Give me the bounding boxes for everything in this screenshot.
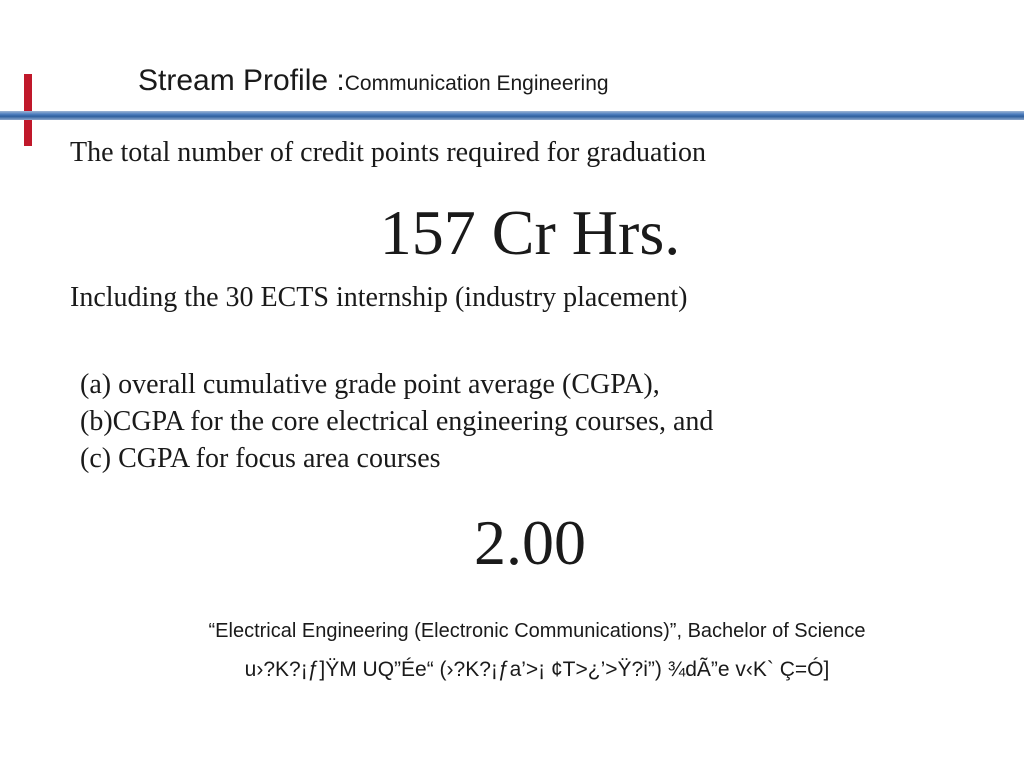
slide-title	[138, 64, 609, 98]
degree-name: “Electrical Engineering (Electronic Communications)”, Bachelor of Science	[208, 620, 866, 642]
criteria-item: (a) overall cumulative grade point average (CGPA),	[80, 369, 660, 400]
criteria-item: (b)CGPA for the core electrical engineering courses, and	[80, 406, 714, 437]
credit-hours: 157 Cr Hrs.	[379, 197, 681, 268]
accent-bar	[24, 74, 32, 146]
criteria-item: (c) CGPA for focus area courses	[80, 443, 441, 474]
title-divider	[0, 111, 1024, 120]
gpa-criteria-list	[80, 366, 713, 477]
credit-intro: The total number of credit points required for graduation	[70, 137, 707, 168]
garbled-degree-text: u›?K?¡ƒ]ŸM UQ”Ée“ (›?K?¡ƒa’>¡ ¢T>¿’>Ÿ?i”) ¾dÃ”e v‹K` Ç=Ó]	[244, 658, 830, 681]
title-sub: Communication Engineering	[344, 72, 609, 95]
title-main: Stream Profile :	[138, 64, 345, 97]
minimum-gpa: 2.00	[474, 507, 586, 578]
internship-note: Including the 30 ECTS internship (industry placement)	[70, 282, 688, 313]
